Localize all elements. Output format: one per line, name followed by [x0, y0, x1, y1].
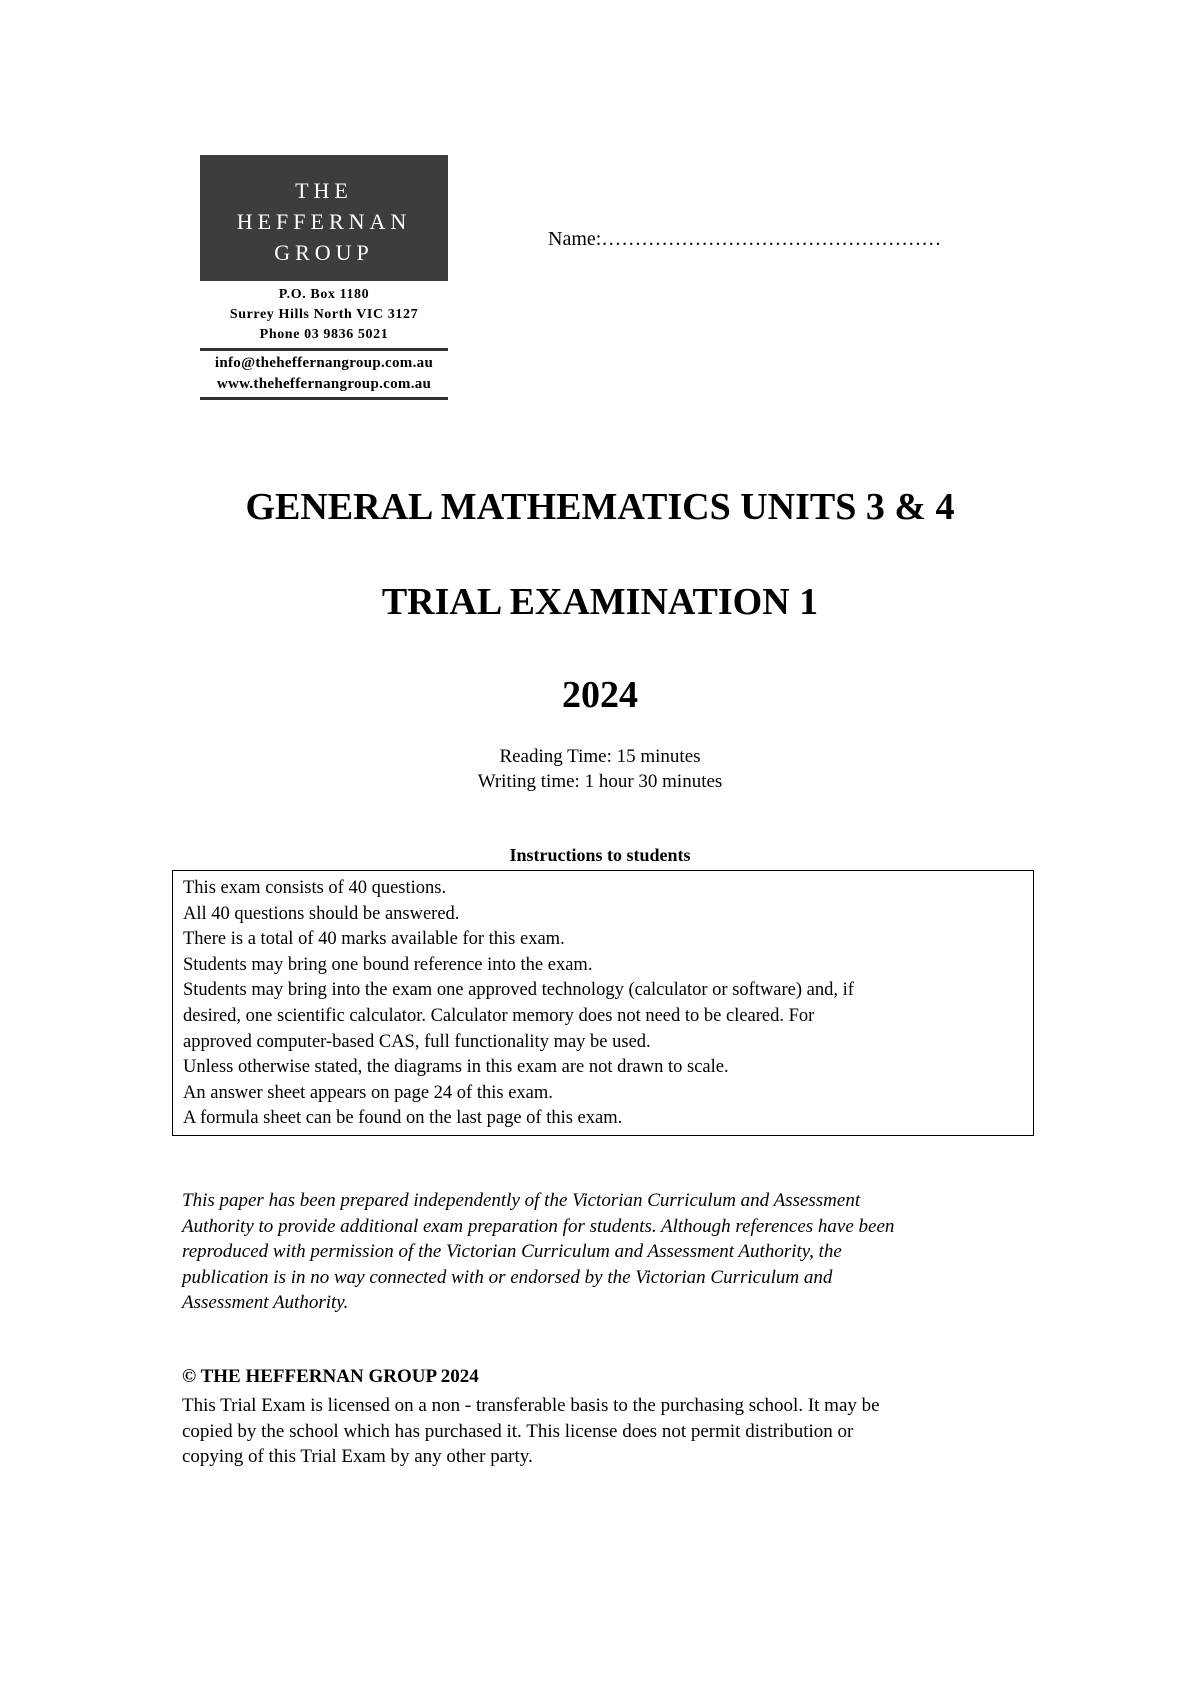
instructions-box	[172, 870, 1034, 1136]
license-line: copied by the school which has purchased it. This license does not permit distribution or	[182, 1420, 854, 1442]
license-line: copying of this Trial Exam by any other party.	[182, 1446, 533, 1468]
reading-time: Reading Time: 15 minutes	[499, 746, 701, 767]
logo-divider-top	[200, 348, 448, 351]
instruction-line: A formula sheet can be found on the last page of this exam.	[183, 1108, 623, 1129]
instruction-line: Students may bring into the exam one approved technology (calculator or software) and, if	[183, 980, 854, 1001]
instruction-line: desired, one scientific calculator. Calculator memory does not need to be cleared. For	[183, 1005, 815, 1026]
license-line: This Trial Exam is licensed on a non - transferable basis to the purchasing school. It may be	[182, 1395, 880, 1416]
disclaimer-line: Assessment Authority.	[182, 1292, 349, 1314]
logo-address	[200, 285, 448, 345]
exam-name-title: TRIAL EXAMINATION 1	[381, 581, 819, 623]
instruction-line: approved computer-based CAS, full functionality may be used.	[183, 1031, 651, 1052]
copyright-heading: © THE HEFFERNAN GROUP 2024	[182, 1366, 479, 1387]
license-text	[182, 1393, 1042, 1470]
instruction-line: All 40 questions should be answered.	[183, 903, 460, 924]
contact-email: info@theheffernangroup.com.au	[214, 355, 434, 371]
instruction-line: This exam consists of 40 questions.	[183, 878, 447, 898]
logo-line-the: THE	[295, 178, 353, 203]
logo-contact	[200, 353, 448, 395]
writing-time: Writing time: 1 hour 30 minutes	[477, 771, 723, 792]
vcaa-disclaimer	[182, 1188, 1042, 1316]
address-suburb: Surrey Hills North VIC 3127	[229, 307, 419, 322]
address-po-box: P.O. Box 1180	[278, 287, 370, 302]
address-phone: Phone 03 9836 5021	[259, 327, 389, 342]
student-name-field: Name:……………………………………………	[548, 228, 942, 250]
instructions-heading: Instructions to students	[509, 845, 691, 865]
exam-subject-title: GENERAL MATHEMATICS UNITS 3 & 4	[245, 486, 955, 528]
disclaimer-line: publication is in no way connected with or endorsed by the Victorian Curriculum and	[182, 1266, 833, 1288]
contact-website: www.theheffernangroup.com.au	[216, 376, 432, 392]
logo-divider-bottom	[200, 397, 448, 400]
instruction-line: Unless otherwise stated, the diagrams in this exam are not drawn to scale.	[183, 1057, 729, 1078]
exam-times	[0, 744, 1200, 794]
instruction-line: Students may bring one bound reference into the exam.	[183, 954, 593, 975]
disclaimer-line: This paper has been prepared independently of the Victorian Curriculum and Assessment	[182, 1190, 861, 1211]
logo-block	[200, 155, 448, 281]
disclaimer-line: reproduced with permission of the Victorian Curriculum and Assessment Authority, the	[182, 1241, 842, 1263]
disclaimer-line: Authority to provide additional exam preparation for students. Although references have been	[182, 1215, 895, 1237]
logo-line-heffernan: HEFFERNAN	[236, 209, 412, 234]
logo-line-group: GROUP	[274, 240, 374, 265]
instruction-line: There is a total of 40 marks available for this exam.	[183, 929, 565, 950]
instruction-line: An answer sheet appears on page 24 of this exam.	[183, 1082, 553, 1103]
exam-year: 2024	[562, 674, 638, 716]
